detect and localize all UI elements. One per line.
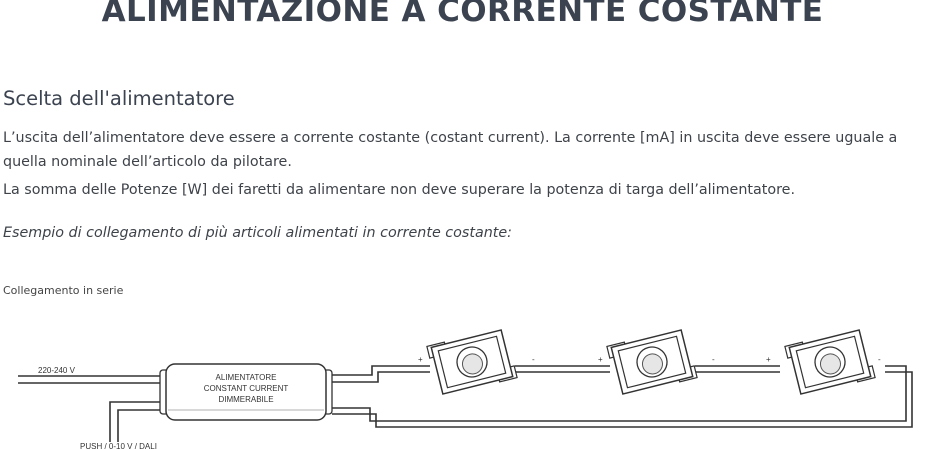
- paragraph-line-2: quella nominale dell’articolo da pilotare.: [3, 154, 292, 170]
- led-fixture-1: [427, 327, 517, 397]
- paragraph-output-current: [3, 126, 897, 174]
- control-wires: [110, 402, 168, 442]
- page-title: ALIMENTAZIONE A CORRENTE COSTANTE: [101, 0, 824, 29]
- series-wiring-diagram: [0, 318, 925, 450]
- polarity-minus-3: -: [878, 355, 881, 364]
- driver-unit: [160, 364, 332, 420]
- polarity-minus-1: -: [532, 355, 535, 364]
- polarity-plus-1: +: [418, 355, 423, 364]
- polarity-plus-3: +: [766, 355, 771, 364]
- polarity-plus-2: +: [598, 355, 603, 364]
- mains-voltage-label: 220-240 V: [38, 366, 75, 375]
- driver-label-line-2: CONSTANT CURRENT: [203, 384, 289, 393]
- example-intro: Esempio di collegamento di più articoli alimentati in corrente costante:: [3, 225, 512, 241]
- paragraph-line-1: L’uscita dell’alimentatore deve essere a corrente costante (costant current). La corrente [mA] in uscita deve essere uguale a: [3, 130, 898, 146]
- paragraph-power-sum: La somma delle Potenze [W] dei faretti da alimentare non deve superare la potenza di targa dell’alimentatore.: [3, 182, 796, 198]
- led-fixture-3: [785, 327, 875, 397]
- control-label: PUSH / 0-10 V / DALI: [80, 442, 157, 450]
- mains-wires: [18, 376, 165, 383]
- led-fixture-2: [607, 327, 697, 397]
- driver-label-line-3: DIMMERABILE: [218, 395, 274, 404]
- section-heading: Scelta dell'alimentatore: [3, 87, 235, 110]
- driver-label-line-1: ALIMENTATORE: [215, 373, 277, 382]
- polarity-minus-2: -: [712, 355, 715, 364]
- diagram-caption: Collegamento in serie: [3, 284, 124, 297]
